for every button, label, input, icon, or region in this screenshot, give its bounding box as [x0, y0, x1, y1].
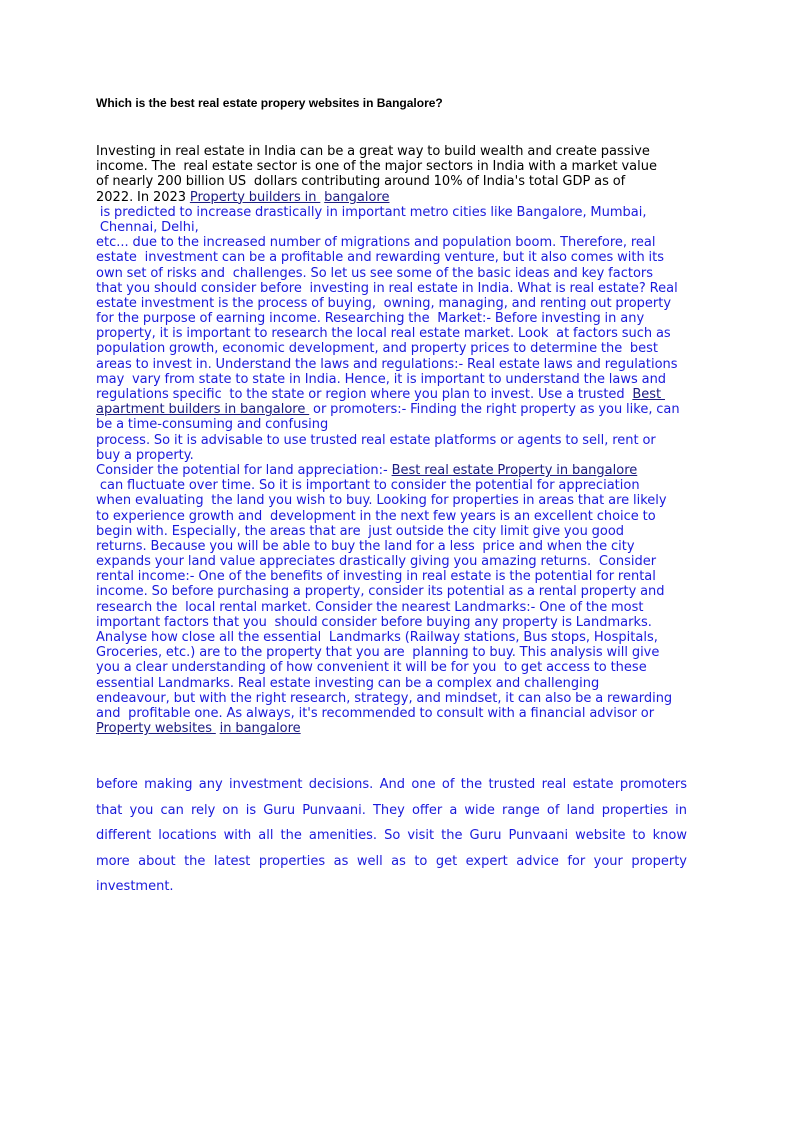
- best-real-estate-property-link[interactable]: Best real estate Property in bangalore: [391, 462, 638, 478]
- body-line: areas to invest in. Understand the laws and regulations:- Real estate laws and regulations: [96, 356, 678, 372]
- body-line: you a clear understanding of how convenient it will be for you to get access to these: [96, 660, 647, 676]
- body-line: may vary from state to state in India. Hence, it is important to understand the laws and: [96, 371, 667, 387]
- closing-paragraph-block: [96, 772, 687, 900]
- body-line: can fluctuate over time. So it is important to consider the potential for appreciation: [96, 478, 640, 494]
- body-line: that you should consider before investing in real estate in India. What is real estate? Real: [96, 280, 678, 296]
- body-line: Analyse how close all the essential Landmarks (Railway stations, Bus stops, Hospitals,: [96, 630, 658, 645]
- body-line: income. So before purchasing a property, consider its potential as a rental property and: [96, 584, 665, 600]
- intro-line-text: 2022. In 2023: [96, 189, 190, 205]
- body-line: buy a property.: [96, 447, 194, 463]
- intro-line: of nearly 200 billion US dollars contributing around 10% of India's total GDP as of: [96, 174, 626, 190]
- property-builders-link[interactable]: Property builders in: [189, 189, 321, 205]
- body-line-text: or promoters:- Finding the right property as you like, can: [309, 402, 680, 418]
- body-line: etc... due to the increased number of migrations and population boom. Therefore, real: [96, 235, 656, 251]
- body-line: to experience growth and development in the next few years is an excellent choice to: [96, 508, 656, 524]
- intro-line-with-link: [96, 190, 696, 205]
- closing-paragraph: before making any investment decisions. And one of the trusted real estate promoters that you can rely on is Guru Punvaani. They offer a wide range of land properties in different locations with all the amenities. So visit the Guru Punvaani website to know more about the latest properties as well as to get expert advice for your property investment.: [96, 777, 687, 895]
- body-line: estate investment can be a profitable and rewarding venture, but it also comes with its: [96, 250, 665, 266]
- body-line-with-link: [96, 402, 696, 417]
- body-line: be a time-consuming and confusing: [96, 417, 329, 433]
- body-line: returns. Because you will be able to buy the land for a less price and when the city: [96, 538, 635, 554]
- body-line-with-link: [96, 387, 696, 402]
- body-line: when evaluating the land you wish to buy. Looking for properties in areas that are likely: [96, 493, 667, 509]
- body-line: and profitable one. As always, it's recommended to consult with a financial advisor or: [96, 705, 655, 721]
- body-line-with-link: [96, 463, 696, 478]
- body-line: Groceries, etc.) are to the property that you are planning to buy. This analysis will give: [96, 645, 660, 661]
- body-line: own set of risks and challenges. So let us see some of the basic ideas and key factors: [96, 265, 654, 281]
- intro-line: Investing in real estate in India can be a great way to build wealth and create passive: [96, 144, 650, 159]
- in-bangalore-link[interactable]: in bangalore: [219, 721, 301, 737]
- body-line: Chennai, Delhi,: [96, 219, 199, 235]
- body-line: property, it is important to research the local real estate market. Look at factors such as: [96, 326, 671, 342]
- article-body: [96, 144, 696, 736]
- link-line: [96, 721, 696, 736]
- bangalore-link[interactable]: bangalore: [324, 189, 390, 205]
- best-apartment-builders-link-part1[interactable]: Best: [632, 387, 665, 402]
- page-title: Which is the best real estate propery websites in Bangalore?: [96, 96, 443, 110]
- intro-line: income. The real estate sector is one of the major sectors in India with a market value: [96, 159, 657, 175]
- body-line: important factors that you should consider before buying any property is Landmarks.: [96, 614, 652, 630]
- body-line-text: Consider the potential for land appreciation:-: [96, 462, 392, 478]
- body-line: for the purpose of earning income. Researching the Market:- Before investing in any: [96, 311, 645, 327]
- body-line: begin with. Especially, the areas that are just outside the city limit give you good: [96, 523, 625, 539]
- body-line: population growth, economic development, and property prices to determine the best: [96, 341, 659, 357]
- best-apartment-builders-link-part2[interactable]: apartment builders in bangalore: [96, 402, 310, 418]
- body-line: endeavour, but with the right research, strategy, and mindset, it can also be a rewarding: [96, 690, 673, 706]
- body-line: estate investment is the process of buying, owning, managing, and renting out property: [96, 295, 672, 311]
- body-line: research the local rental market. Consider the nearest Landmarks:- One of the most: [96, 599, 644, 615]
- body-line: expands your land value appreciates drastically giving you amazing returns. Consider: [96, 554, 657, 570]
- body-line: process. So it is advisable to use trusted real estate platforms or agents to sell, rent or: [96, 432, 656, 448]
- body-line: rental income:- One of the benefits of investing in real estate is the potential for rental: [96, 569, 656, 585]
- body-line-text: regulations specific to the state or region where you plan to invest. Use a trusted: [96, 387, 633, 402]
- body-line: is predicted to increase drastically in important metro cities like Bangalore, Mumbai,: [96, 204, 647, 220]
- property-websites-link[interactable]: Property websites: [96, 721, 216, 737]
- body-line: essential Landmarks. Real estate investing can be a complex and challenging: [96, 675, 600, 691]
